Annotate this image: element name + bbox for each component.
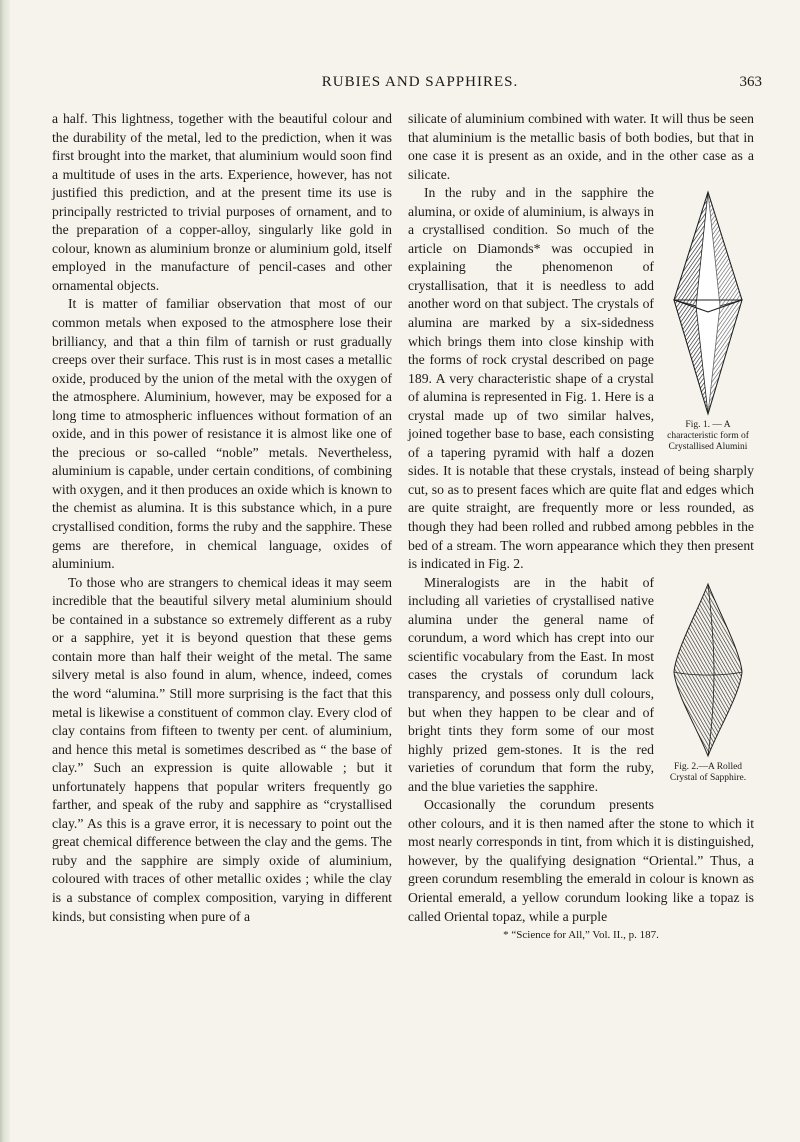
left-column bbox=[52, 110, 392, 926]
paragraph: It is matter of familiar observation that most of our common metals when exposed to the atmosphere lose their brilliancy, and that a thin film of tarnish or rust gradually creeps over their surface. This rust is in most cases a metallic oxide, produced by the union of the metal with the oxygen of the atmosphere. Aluminium, however, may be exposed for a long time to atmospheric influences without formation of an oxide, and in this power of resistance it is almost like one of the precious or so-called “noble” metals. Nevertheless, aluminium is capable, under certain conditions, of combining with oxygen, and it then produces an oxide which is known to the chemist as alumina. It is this substance which, in a pure crystallised condition, forms the ruby and the sapphire. These gems are therefore, in chemical language, oxides of aluminium. bbox=[52, 296, 392, 572]
paragraph: a half. This lightness, together with the beautiful colour and the durability of the metal, led to the prediction, when it was first brought into the market, that aluminium would soon find a multitude of uses in the arts. Experience, however, has not justified this prediction, and at the present time its use is principally restricted to trivial purposes of ornament, and to the preparation of a copper-alloy, singularly like gold in colour, known as aluminium bronze or aluminium gold, itself employed in the manufacture of pencil-cases and other ornamental objects. bbox=[52, 111, 392, 293]
paragraph: In the ruby and in the sapphire the alumina, or oxide of aluminium, is always in a crystallised condition. So much of the article on Diamonds* was occupied in explaining the phenomenon of crystallisation, that it is needless to add another word on that subject. The crystals of alumina are marked by a six-sidedness which brings them into close kinship with the forms of rock crystal described on page 189. A very characteristic shape of a crystal of alumina is represented in Fig. 1. Here is a crystal made up of two similar halves, joined together base to base, each consisting of a tapering pyramid with half a dozen sides. It is notable that these crystals, instead of being sharply cut, so as to present faces which are quite flat and edges which are quite straight, are frequently more or less rounded, as though they had been rolled and rubbed among pebbles in the bed of a stream. The worn appearance which they then present is indicated in Fig. 2. bbox=[408, 185, 754, 572]
paragraph: Mineralogists are in the habit of including all varieties of crystallised native alumina under the general name of corundum, a word which has crept into our scientific vocabulary from the East. In most cases the crystals of corundum lack transparency, and possess only dull colours, but when they happen to be clear and of bright tints they form some of our most highly prized gem-stones. It is the red varieties of corundum that form the ruby, and the blue varieties the sapphire. bbox=[408, 574, 654, 794]
paragraph: silicate of aluminium combined with water. It will thus be seen that aluminium is the metallic basis of both bodies, but that in one case it is present as an oxide, and in the other case as a silicate. bbox=[408, 111, 754, 182]
page-edge bbox=[0, 0, 10, 1142]
right-column bbox=[408, 110, 754, 942]
figure-2-caption: Fig. 2.—A Rolled Crystal of Sapphire. bbox=[669, 761, 747, 783]
running-head: RUBIES AND SAPPHIRES. bbox=[321, 74, 519, 90]
page-number: 363 bbox=[739, 74, 762, 90]
hexagonal-bipyramid-illustration bbox=[668, 188, 748, 418]
rolled-crystal-illustration bbox=[668, 580, 748, 760]
figure-1-caption: Fig. 1. — A characteristic form of Crystallised Alumini bbox=[667, 420, 749, 453]
paragraph: To those who are strangers to chemical ideas it may seem incredible that the beautiful silvery metal aluminium should be contained in a substance so extremely different as a ruby or a sapphire, yet it is beyond question that these gems contain more than half their weight of the metal. The same silvery metal is also found in alum, whence, indeed, comes the word “alumina.” Still more surprising is the fact that this metal is likewise a constituent of common clay. Every clod of clay contains from fifteen to twenty per cent. of aluminium, and hence this metal is sometimes described as “ the base of clay.” Such an expression is quite allowable ; but it unfortunately happens that popular writers frequently go farther, and speak of the ruby and sapphire as “crystallised clay.” As this is a grave error, it is necessary to point out the great chemical difference between the clay and the gems. The ruby and the sapphire are simply oxide of aluminium, coloured with traces of other metallic oxides ; while the clay is a substance of complex composition, varying in different kinds, but consisting when pure of a bbox=[52, 574, 392, 924]
figure-2 bbox=[662, 580, 754, 802]
figure-1 bbox=[662, 188, 754, 460]
footnote: * “Science for All,” Vol. II., p. 187. bbox=[503, 929, 659, 942]
paragraph: Occasionally the corundum presents other colours, and it is then named after the stone to which it most nearly corresponds in tint, from which it is distinguished, however, by the qualifying designation “Oriental.” Thus, a green corundum resembling the emerald in colour is known as Oriental emerald, a yellow corundum looking like a topaz is called Oriental topaz, while a purple bbox=[408, 797, 754, 924]
